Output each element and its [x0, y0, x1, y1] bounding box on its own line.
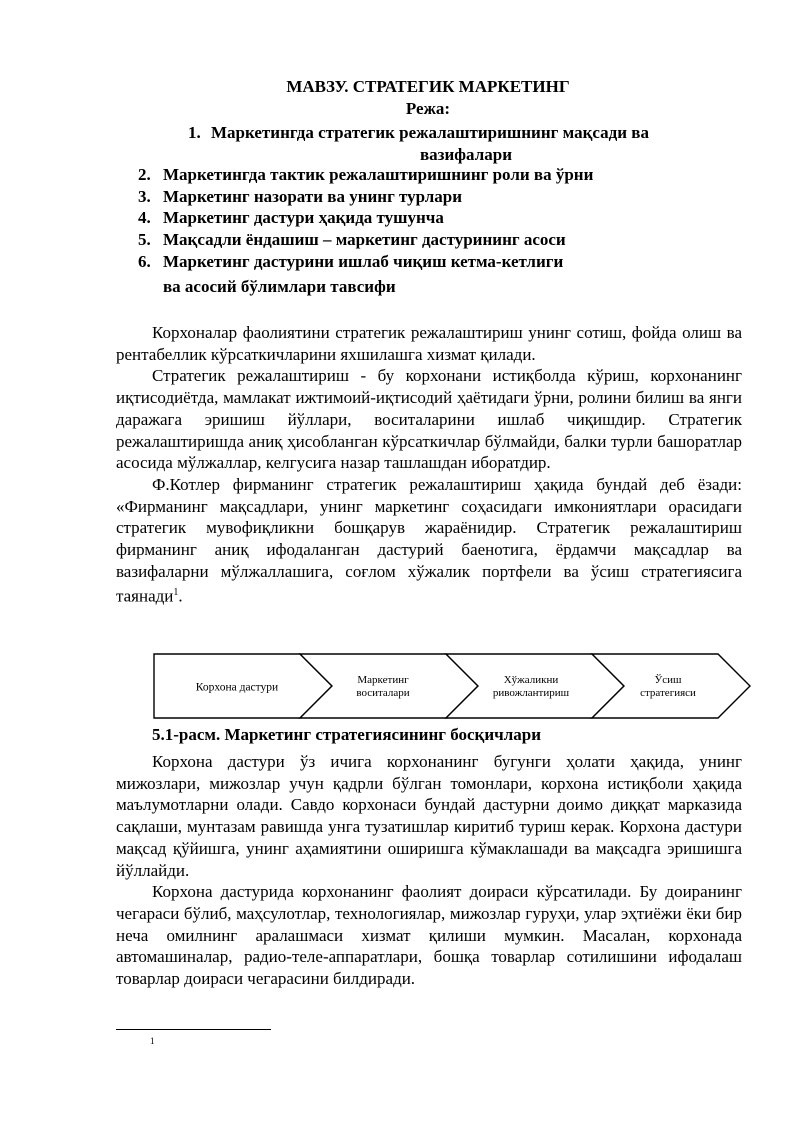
plan-item-text: Маркетингда стратегик режалаштиришнинг мақсади ва — [211, 123, 649, 142]
plan-item-6-continuation: ва асосий бўлимлари тавсифи — [163, 277, 396, 296]
footnote-number: 1 — [150, 1036, 155, 1046]
plan-item-number: 2. — [138, 165, 151, 184]
figure-caption: 5.1-расм. Маркетинг стратегиясининг босқичлари — [152, 725, 542, 744]
plan-item-number: 6. — [138, 252, 151, 271]
paragraph: Стратегик режалаштириш - бу корхонани истиқболда кўриш, корхонанинг иқтисодиётда, мамлакат ижтимоий-иқтисодий ҳаётидаги ўрни, ролини билиш ва янги даражага эришиш йўллари, воситаларини ишлаб чиқишдир. Стратегик режалаштиришда аниқ ҳисобланган кўрсаткичлар бўлмайди, балки турли башоратлар асосида мўлжаллар, келгусига назар ташлашдан иборатдир. — [116, 366, 742, 473]
paragraph: Корхона дастури ўз ичига корхонанинг бугунги ҳолати ҳақида, унинг мижозлари, мижозлар учун қадрли бўлган томонлари, корхона истиқболи ҳақида маълумотларни олади. Савдо корхонаси бундай дастурни доимо диққат марказида сақлаши, мунтазам равишда унга тузатишлар киритиб туриш керак. Корхона дастури мақсад қўйишга, унинг аҳамиятини оширишга кўмаклашади ва мақсадга эришишга йўллайди. — [116, 752, 742, 880]
plan-item-number: 4. — [138, 208, 151, 227]
plan-item-number: 3. — [138, 187, 151, 206]
paragraph: Корхона дастурида корхонанинг фаолият доираси кўрсатилади. Бу доиранинг чегараси бўлиб, маҳсулотлар, технологиялар, мижозлар гуруҳи, улар эҳтиёжи ёки бир неча омилнинг аралашмаси хизмат қилиши мумкин. Масалан, корхонада автомашиналар, радио-теле-аппаратлари, бошқа товарлар сотилишини ифодалаш товарлар доираси чегарасини билдиради. — [116, 882, 742, 989]
plan-item-text: Маркетинг назорати ва унинг турлари — [163, 187, 462, 206]
plan-item-text: Маркетинг дастурини ишлаб чиқиш кетма-кетлиги — [163, 252, 564, 271]
plan-heading: Режа: — [405, 99, 451, 118]
plan-item-5 — [138, 229, 738, 251]
plan-item-continuation: вазифалари — [419, 145, 512, 164]
plan-item-text: Маркетинг дастури ҳақида тушунча — [163, 208, 444, 227]
body-text-bottom — [116, 751, 742, 990]
paragraph: Корхоналар фаолиятини стратегик режалаштириш унинг сотиш, фойда олиш ва рентабеллик кўрсаткичларини яхшилашга хизмат қилади. — [116, 323, 742, 364]
strategy-stages-diagram — [150, 650, 754, 722]
paragraph-with-footnote: Ф.Котлер фирманинг стратегик режалаштириш ҳақида бундай деб ёзади: «Фирманинг мақсадлари, унинг маркетинг соҳасидаги имкониятлари орасидаги стратегик мувофиқликни бошқарув жараёнидир. Стратегик режалаштириш фирманинг аниқ ифодаланган дастурий баенотига, ёрдамчи мақсадлар ва вазифаларни мўлжаллашига, соғлом хўжалик портфели ва ўсиш стратегиясига таянади$^1$. — [116, 474, 742, 607]
diagram-step-1 — [154, 654, 332, 718]
plan-item-number: 1. — [188, 123, 201, 142]
plan-item-2 — [138, 164, 738, 186]
footnote-reference: 1 — [173, 587, 179, 599]
plan-item-4 — [138, 207, 738, 229]
plan-item-1 — [188, 122, 708, 166]
plan-item-6 — [138, 251, 738, 273]
diagram-step-label: Хўжаликни — [503, 674, 559, 686]
diagram-step-label: стратегияси — [640, 687, 696, 699]
plan-item-text: Маркетингда тактик режалаштиришнинг роли ва ўрни — [163, 165, 594, 184]
paragraph-text: Ф.Котлер фирманинг стратегик режалаштириш ҳақида бундай деб ёзади: «Фирманинг мақсадлари, унинг маркетинг соҳасидаги имкониятлари орасидаги стратегик мувофиқликни бошқарув жараёнидир. Стратегик режалаштириш фирманинг аниқ ифодаланган дастурий баенотига, ёрдамчи мақсадлар ва вазифаларни мўлжаллашига, соғлом хўжалик портфели ва ўсиш стратегиясига таянади — [116, 474, 742, 607]
diagram-step-label: ривожлантириш — [492, 687, 570, 699]
plan-item-3 — [138, 186, 738, 208]
body-text-top — [116, 322, 742, 608]
plan-item-number: 5. — [138, 230, 151, 249]
diagram-step-label: Маркетинг — [357, 674, 409, 686]
diagram-step-label: Ўсиш — [654, 674, 682, 686]
document-title: МАВЗУ. СТРАТЕГИК МАРКЕТИНГ — [286, 77, 570, 96]
plan-item-text: Мақсадли ёндашиш – маркетинг дастурининг асоси — [163, 230, 566, 249]
diagram-step-label: воситалари — [356, 687, 410, 699]
diagram-step-label: Корхона дастури — [195, 681, 279, 694]
footnote-separator — [116, 1029, 271, 1030]
